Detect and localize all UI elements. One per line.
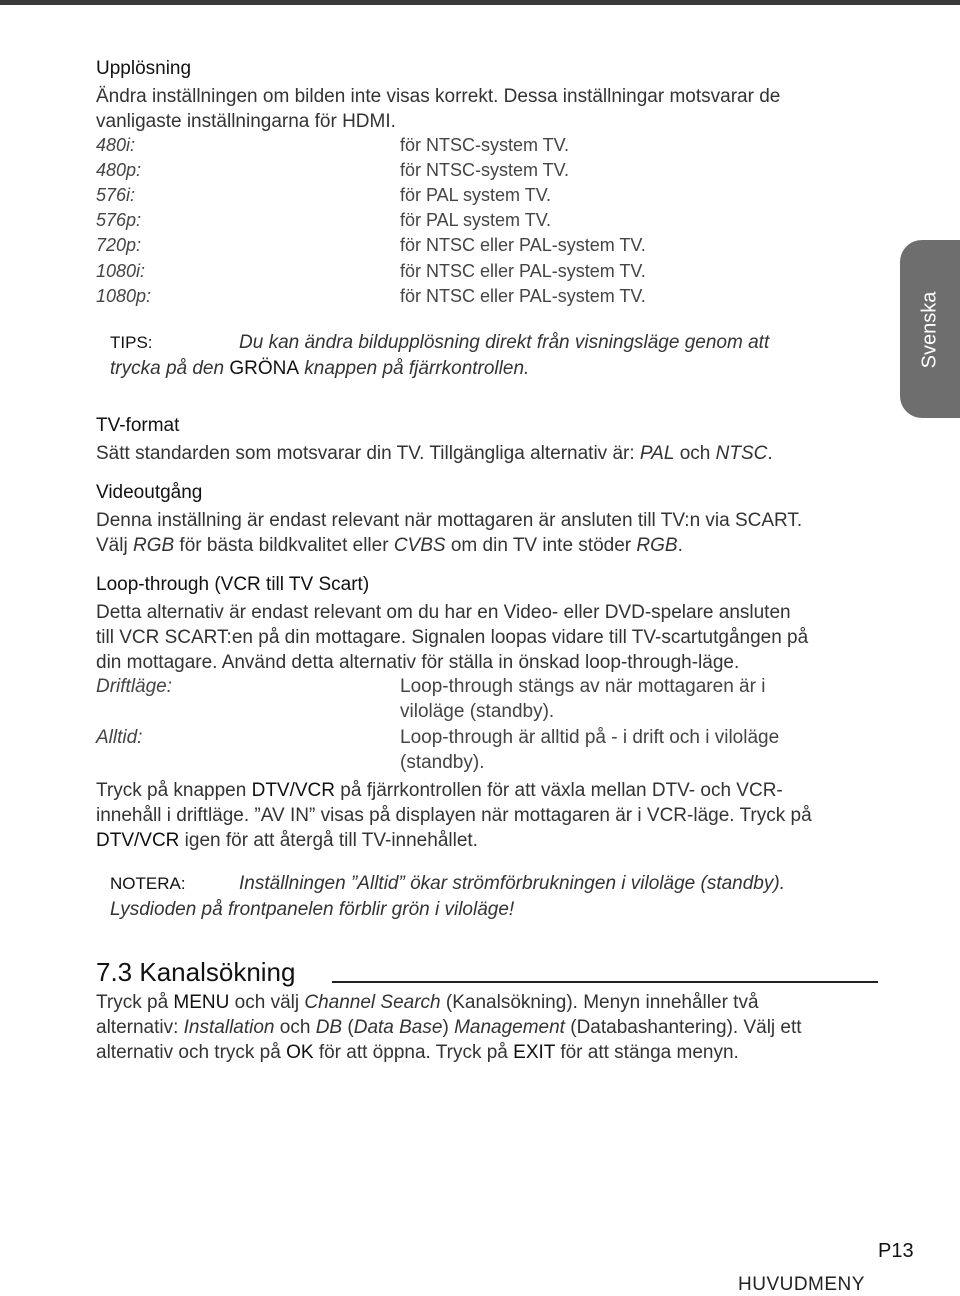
option-value-alltid-2: (standby). xyxy=(400,752,485,773)
ok-key: OK xyxy=(286,1042,314,1063)
exit-key: EXIT xyxy=(513,1042,556,1063)
kanal-line-3: alternativ och tryck på OK för att öppna. Tryck på EXIT för att stänga menyn. xyxy=(96,1042,739,1063)
loop-para-line-2: innehåll i driftläge. ”AV IN” visas på displayen när mottagaren är i VCR-läge. Tryck på xyxy=(96,805,812,826)
menu-key: MENU xyxy=(173,992,230,1013)
language-tab-label: Svenska xyxy=(918,291,941,369)
option-value-driftlage-2: viloläge (standby). xyxy=(400,701,555,722)
resolution-label: 480p: xyxy=(96,160,142,180)
notera-label: NOTERA: xyxy=(110,874,186,893)
heading-upplosning: Upplösning xyxy=(96,58,192,79)
resolution-value: för NTSC-system TV. xyxy=(400,160,570,180)
option-value-driftlage-1: Loop-through stängs av när mottagaren är i xyxy=(400,676,766,697)
page-number: P13 xyxy=(878,1240,914,1262)
resolution-label: 576p: xyxy=(96,210,142,230)
resolution-value: för NTSC eller PAL-system TV. xyxy=(400,261,646,281)
top-rule xyxy=(0,0,960,5)
resolution-label: 1080i: xyxy=(96,261,146,281)
heading-videoutgang: Videoutgång xyxy=(96,482,203,503)
loop-line-3: din mottagare. Använd detta alternativ för ställa in önskad loop-through-läge. xyxy=(96,652,740,673)
tips-label: TIPS: xyxy=(110,333,153,352)
loop-para-line-3: DTV/VCR igen för att återgå till TV-innehållet. xyxy=(96,830,478,851)
resolution-value: för PAL system TV. xyxy=(400,210,552,230)
kanal-line-2: alternativ: Installation och DB (Data Base) Management (Databashantering). Välj ett xyxy=(96,1017,802,1038)
heading-tv-format: TV-format xyxy=(96,415,180,436)
tips-text-line-1: Du kan ändra bildupplösning direkt från visningsläge genom att xyxy=(239,332,770,353)
tv-format-text: Sätt standarden som motsvarar din TV. Tillgängliga alternativ är: PAL och NTSC. xyxy=(96,443,773,464)
resolution-label: 720p: xyxy=(96,235,142,255)
resolution-value: för NTSC eller PAL-system TV. xyxy=(400,235,646,255)
upplosning-line-1: Ändra inställningen om bilden inte visas korrekt. Dessa inställningar motsvarar de xyxy=(96,86,781,107)
heading-loop-through: Loop-through (VCR till TV Scart) xyxy=(96,574,370,595)
loop-line-1: Detta alternativ är endast relevant om du har en Video- eller DVD-spelare ansluten xyxy=(96,602,791,623)
dtv-vcr-key: DTV/VCR xyxy=(96,830,180,851)
video-line-2: Välj RGB för bästa bildkvalitet eller CVBS om din TV inte stöder RGB. xyxy=(96,535,683,556)
option-label-driftlage: Driftläge: xyxy=(96,676,173,697)
resolution-value: för PAL system TV. xyxy=(400,185,552,205)
loop-line-2: till VCR SCART:en på din mottagare. Signalen loopas vidare till TV-scartutgången på xyxy=(96,627,809,648)
resolution-label: 480i: xyxy=(96,135,136,155)
kanal-line-1: Tryck på MENU och välj Channel Search (Kanalsökning). Menyn innehåller två xyxy=(96,992,759,1013)
resolution-value: för NTSC eller PAL-system TV. xyxy=(400,286,646,306)
section-title-rule xyxy=(332,981,878,983)
resolution-value: för NTSC-system TV. xyxy=(400,135,570,155)
loop-para-line-1: Tryck på knappen DTV/VCR på fjärrkontrollen för att växla mellan DTV- och VCR- xyxy=(96,780,783,801)
dtv-vcr-key: DTV/VCR xyxy=(251,780,336,801)
footer-label: HUVUDMENY xyxy=(738,1274,865,1295)
upplosning-line-2: vanligaste inställningarna för HDMI. xyxy=(96,111,396,132)
resolution-label: 576i: xyxy=(96,185,136,205)
section-title-kanalsokning: 7.3 Kanalsökning xyxy=(96,957,296,987)
notera-text-line-1: Inställningen ”Alltid” ökar strömförbrukningen i viloläge (standby). xyxy=(239,873,785,894)
option-label-alltid: Alltid: xyxy=(96,727,143,748)
option-value-alltid-1: Loop-through är alltid på - i drift och i viloläge xyxy=(400,727,780,748)
video-line-1: Denna inställning är endast relevant när mottagaren är ansluten till TV:n via SCART. xyxy=(96,510,803,531)
tips-text-line-2: trycka på den GRÖNA knappen på fjärrkontrollen. xyxy=(110,358,530,379)
green-button-name: GRÖNA xyxy=(229,358,300,379)
notera-text-line-2: Lysdioden på frontpanelen förblir grön i viloläge! xyxy=(110,899,515,920)
resolution-label: 1080p: xyxy=(96,286,152,306)
